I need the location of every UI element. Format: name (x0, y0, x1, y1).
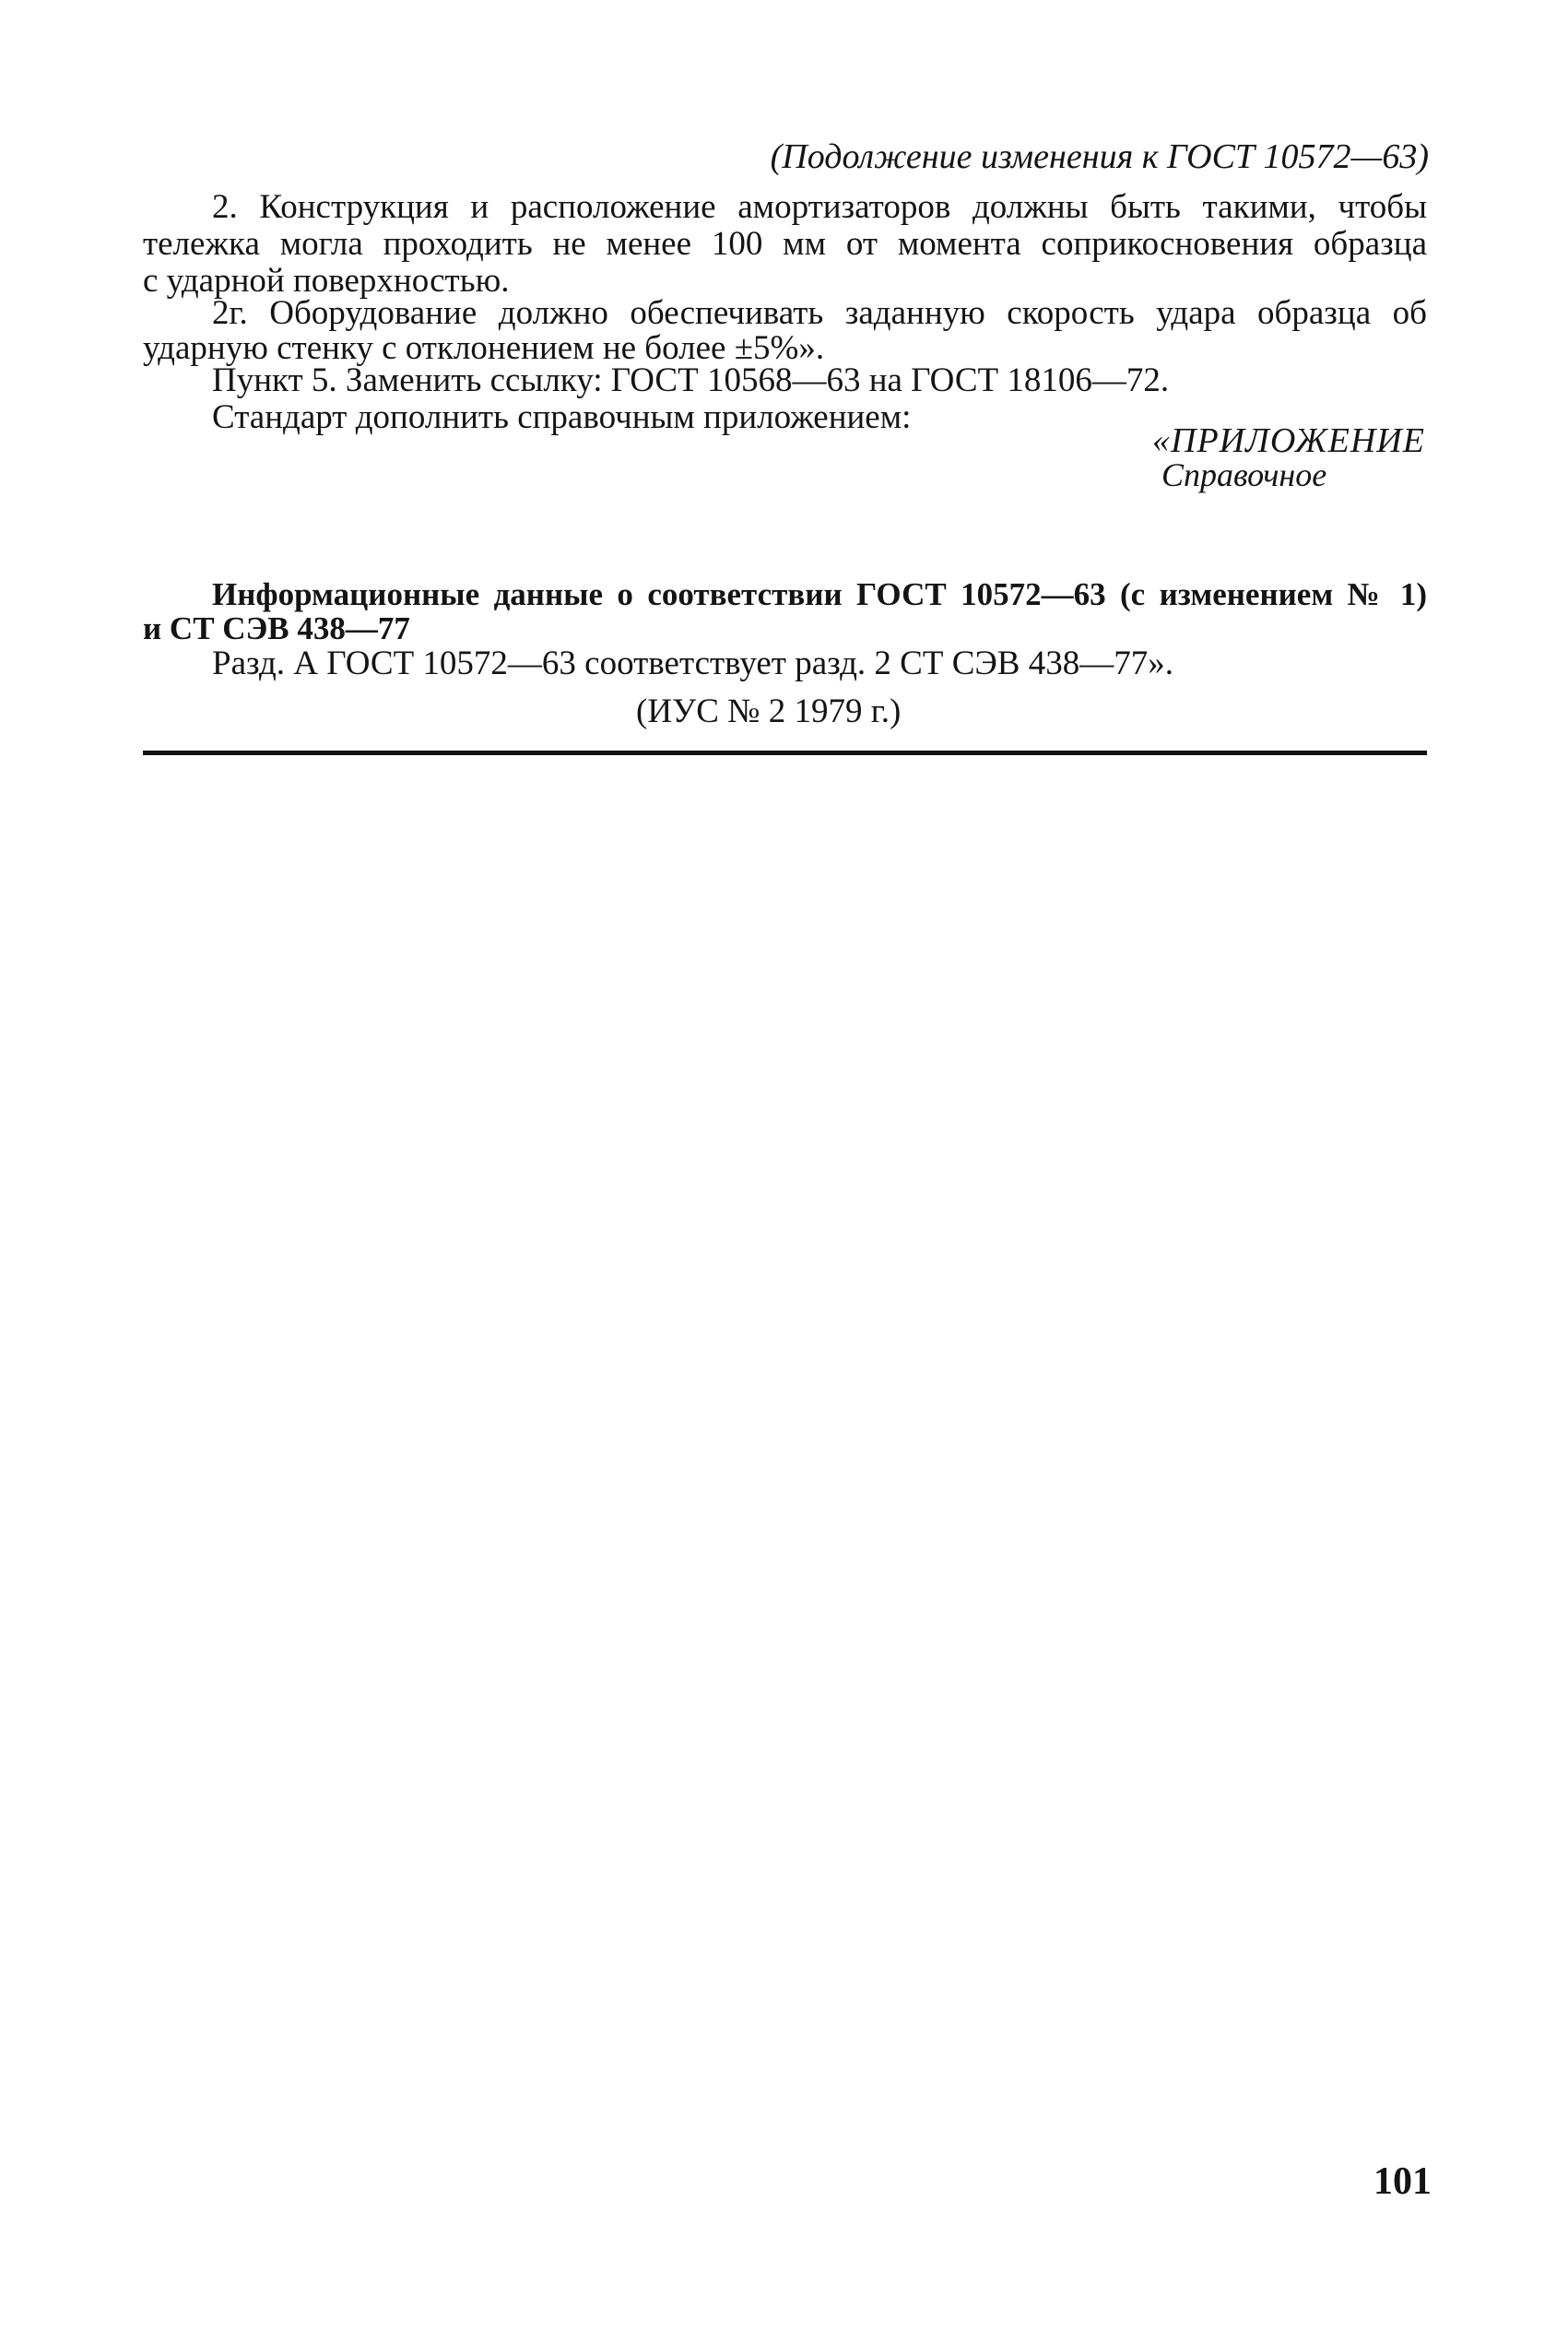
supplement-intro: Стандарт дополнить справочным приложением: (212, 398, 912, 436)
page-number: 101 (1373, 2160, 1432, 2203)
point-5-text: Пункт 5. Заменить ссылку: ГОСТ 10568—63 на ГОСТ 18106—72. (212, 361, 1170, 399)
continuation-header: (Подолжение изменения к ГОСТ 10572—63) (770, 137, 1429, 176)
appendix-heading-line-1: Информационные данные о соответствии ГОСТ 10572—63 (с изменением № 1) (212, 576, 1427, 612)
source-reference: (ИУС № 2 1979 г.) (636, 692, 902, 730)
appendix-title: «ПРИЛОЖЕНИЕ (1152, 421, 1425, 460)
appendix-subtitle: Справочное (1161, 456, 1327, 493)
correspondence-text: Разд. А ГОСТ 10572—63 соответствует разд. 2 СТ СЭВ 438—77». (212, 645, 1173, 682)
item-2g-line-1: 2г. Оборудование должно обеспечивать заданную скорость удара образца об (212, 294, 1427, 332)
horizontal-rule (143, 751, 1427, 755)
item-2-line-1: 2. Конструкция и расположение амортизаторов должны быть такими, чтобы (212, 188, 1427, 226)
item-2g-line-2: ударную стенку с отклонением не более ±5%». (143, 329, 825, 367)
item-2-line-2: тележка могла проходить не менее 100 мм от момента соприкосновения образца (143, 225, 1427, 263)
item-2-line-3: с ударной поверхностью. (143, 262, 510, 300)
appendix-heading-line-2: и СТ СЭВ 438—77 (143, 610, 410, 646)
